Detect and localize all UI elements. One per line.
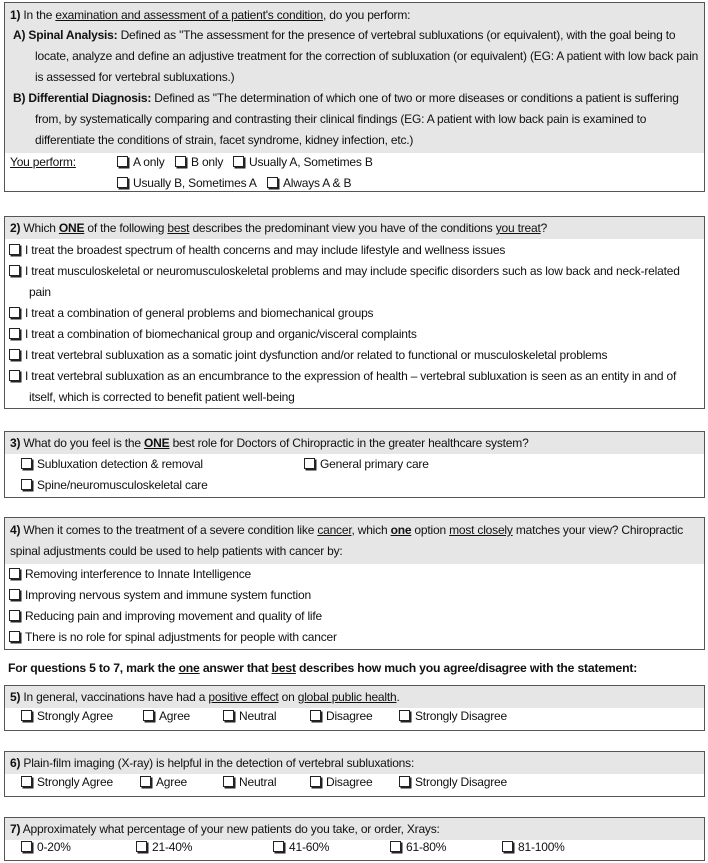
checkbox-icon[interactable] xyxy=(21,458,32,469)
option-usually-b[interactable]: Usually B, Sometimes A xyxy=(117,176,257,190)
checkbox-icon[interactable] xyxy=(9,328,20,339)
instruction-text: For questions 5 to 7, mark the one answer that best describes how much you agree/disagree with the statement: xyxy=(8,661,638,675)
checkbox-icon[interactable] xyxy=(175,156,186,167)
q4-option-3[interactable]: Reducing pain and improving movement and quality of life xyxy=(5,606,704,627)
checkbox-icon[interactable] xyxy=(21,710,32,721)
q6-strongly-disagree[interactable]: Strongly Disagree xyxy=(399,775,507,789)
checkbox-icon[interactable] xyxy=(390,841,401,852)
checkbox-icon[interactable] xyxy=(9,568,20,579)
question-4-prompt: 4) When it comes to the treatment of a severe condition like cancer, which one option most closely matches your view? Chiropractic spinal adjustments could be used to help patients with cancer by: xyxy=(5,518,704,564)
q6-agree[interactable]: Agree xyxy=(140,775,187,789)
checkbox-icon[interactable] xyxy=(117,177,128,188)
checkbox-icon[interactable] xyxy=(21,479,32,490)
question-6-prompt: 6) Plain-film imaging (X-ray) is helpful in the detection of vertebral subluxations: xyxy=(5,752,704,774)
q2-option-2[interactable]: I treat musculoskeletal or neuromusculoskeletal problems and may include specific disorders such as low back and neck-related pain xyxy=(5,261,704,303)
question-4-box xyxy=(4,517,705,650)
checkbox-icon[interactable] xyxy=(223,776,234,787)
q5-strongly-disagree[interactable]: Strongly Disagree xyxy=(399,709,507,723)
q4-option-2[interactable]: Improving nervous system and immune system function xyxy=(5,585,704,606)
option-a-only[interactable]: A only xyxy=(117,155,165,169)
q5-neutral[interactable]: Neutral xyxy=(223,709,276,723)
question-5-prompt: 5) In general, vaccinations have had a positive effect on global public health. xyxy=(5,686,704,708)
checkbox-icon[interactable] xyxy=(9,307,20,318)
q2-option-1[interactable]: I treat the broadest spectrum of health concerns and may include lifestyle and wellness issues xyxy=(5,240,704,261)
q2-option-6[interactable]: I treat vertebral subluxation as an encumbrance to the expression of health – vertebral subluxation is seen as an entity in and of itself, which is corrected to benefit patient well-being xyxy=(5,366,704,408)
option-usually-a[interactable]: Usually A, Sometimes B xyxy=(233,155,373,169)
q6-strongly-agree[interactable]: Strongly Agree xyxy=(21,775,113,789)
q4-option-4[interactable]: There is no role for spinal adjustments for people with cancer xyxy=(5,627,704,648)
checkbox-icon[interactable] xyxy=(21,841,32,852)
checkbox-icon[interactable] xyxy=(310,776,321,787)
question-2-prompt: 2) Which ONE of the following best describes the predominant view you have of the conditions you treat? xyxy=(5,217,704,239)
question-3-prompt: 3) What do you feel is the ONE best role for Doctors of Chiropractic in the greater healthcare system? xyxy=(5,432,704,454)
checkbox-icon[interactable] xyxy=(273,841,284,852)
definition-spinal-analysis: A) Spinal Analysis: Defined as "The assessment for the presence of vertebral subluxations (or equivalent), with the goal being to locate, analyze and define an adjustive treatment for the correction of subluxation (or equivalent) (EG: A patient with low back pain is assessed for vertebral subluxations.) xyxy=(13,28,699,84)
q6-disagree[interactable]: Disagree xyxy=(310,775,372,789)
checkbox-icon[interactable] xyxy=(310,710,321,721)
q5-strongly-agree[interactable]: Strongly Agree xyxy=(21,709,113,723)
checkbox-icon[interactable] xyxy=(399,710,410,721)
q7-option-0-20[interactable]: 0-20% xyxy=(21,840,71,854)
q7-option-41-60[interactable]: 41-60% xyxy=(273,840,329,854)
q5-disagree[interactable]: Disagree xyxy=(310,709,372,723)
q6-neutral[interactable]: Neutral xyxy=(223,775,276,789)
q3-option-spine-care[interactable]: Spine/neuromusculoskeletal care xyxy=(21,478,208,492)
question-1-box xyxy=(4,2,705,192)
checkbox-icon[interactable] xyxy=(233,156,244,167)
question-2-box xyxy=(4,216,705,409)
q2-option-5[interactable]: I treat vertebral subluxation as a somatic joint dysfunction and/or related to functional or musculoskeletal problems xyxy=(5,345,704,366)
option-b-only[interactable]: B only xyxy=(175,155,223,169)
checkbox-icon[interactable] xyxy=(9,370,20,381)
q7-option-21-40[interactable]: 21-40% xyxy=(136,840,192,854)
checkbox-icon[interactable] xyxy=(140,776,151,787)
checkbox-icon[interactable] xyxy=(304,458,315,469)
checkbox-icon[interactable] xyxy=(9,349,20,360)
option-always-a-b[interactable]: Always A & B xyxy=(267,176,351,190)
checkbox-icon[interactable] xyxy=(117,156,128,167)
checkbox-icon[interactable] xyxy=(502,841,513,852)
checkbox-icon[interactable] xyxy=(267,177,278,188)
q7-option-81-100[interactable]: 81-100% xyxy=(502,840,565,854)
definition-differential-diagnosis: B) Differential Diagnosis: Defined as "The determination of which one of two or more diseases or conditions a patient is suffering from, by systematically comparing and contrasting their clinical findings (EG: A patient with low back pain is examined to differentiate the conditions of strain, facet syndrome, kidney infection, etc.) xyxy=(13,91,679,147)
q3-option-subluxation[interactable]: Subluxation detection & removal xyxy=(21,457,203,471)
q4-option-1[interactable]: Removing interference to Innate Intelligence xyxy=(5,564,704,585)
checkbox-icon[interactable] xyxy=(223,710,234,721)
question-6-box xyxy=(4,751,705,797)
checkbox-icon[interactable] xyxy=(9,610,20,621)
q2-option-3[interactable]: I treat a combination of general problems and biomechanical groups xyxy=(5,303,704,324)
q5-agree[interactable]: Agree xyxy=(143,709,190,723)
question-5-box xyxy=(4,685,705,731)
you-perform-label: You perform: xyxy=(10,155,76,169)
question-7-prompt: 7) Approximately what percentage of your new patients do you take, or order, Xrays: xyxy=(5,818,704,840)
checkbox-icon[interactable] xyxy=(399,776,410,787)
question-3-box xyxy=(4,431,705,498)
checkbox-icon[interactable] xyxy=(136,841,147,852)
question-1-prompt: 1) In the examination and assessment of a patient's condition, do you perform: xyxy=(10,8,411,22)
checkbox-icon[interactable] xyxy=(9,265,20,276)
question-7-box xyxy=(4,817,705,861)
checkbox-icon[interactable] xyxy=(21,776,32,787)
checkbox-icon[interactable] xyxy=(143,710,154,721)
q2-option-4[interactable]: I treat a combination of biomechanical group and organic/visceral complaints xyxy=(5,324,704,345)
q3-option-primary-care[interactable]: General primary care xyxy=(304,457,429,471)
checkbox-icon[interactable] xyxy=(9,244,20,255)
q7-option-61-80[interactable]: 61-80% xyxy=(390,840,446,854)
checkbox-icon[interactable] xyxy=(9,631,20,642)
checkbox-icon[interactable] xyxy=(9,589,20,600)
